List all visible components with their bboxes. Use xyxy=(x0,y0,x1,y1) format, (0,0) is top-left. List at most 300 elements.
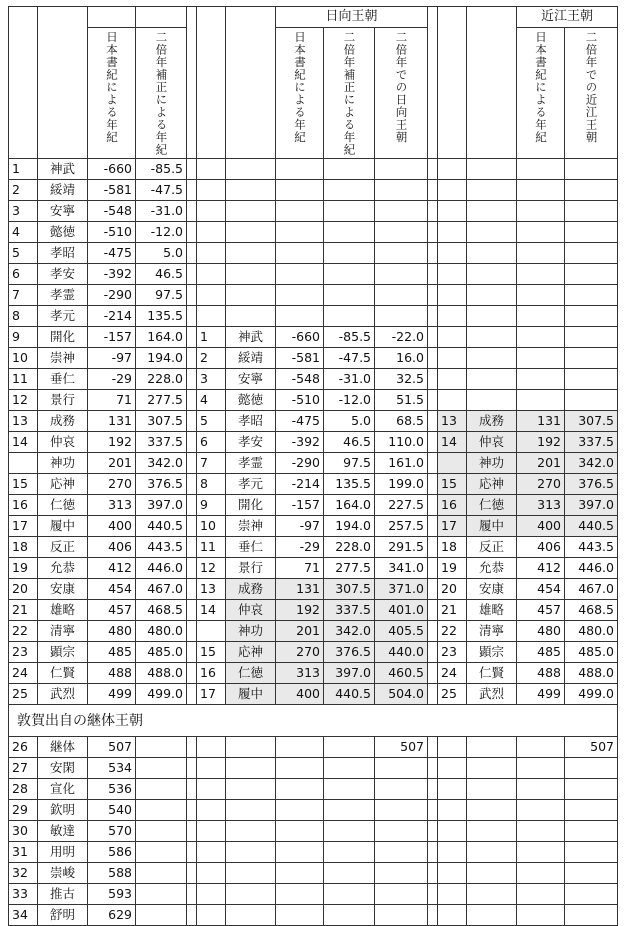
hyuga-nibai-year: 97.5 xyxy=(324,453,375,474)
omi-reign-index xyxy=(438,348,467,369)
omi-emperor-name: 雄略 xyxy=(467,600,517,621)
nibai-year: 307.5 xyxy=(136,411,187,432)
omi-col-nibai-omi-header: 二倍年での近江王朝 xyxy=(584,31,599,144)
omi-emperor-name: 成務 xyxy=(467,411,517,432)
hyuga-nibai-year: -31.0 xyxy=(324,369,375,390)
emperor-name: 仁徳 xyxy=(38,495,88,516)
reign-index: 11 xyxy=(9,369,38,390)
spacer xyxy=(187,285,197,306)
omi-reign-index xyxy=(438,306,467,327)
hyuga-reign-index: 7 xyxy=(197,453,226,474)
spacer xyxy=(428,201,438,222)
nibai-year: 135.5 xyxy=(136,306,187,327)
hyuga-nibai-dynasty-year xyxy=(375,306,428,327)
hyuga-nibai-dynasty-year xyxy=(375,201,428,222)
omi-nihonshoki-year xyxy=(517,306,565,327)
hyuga-nihonshoki-year: -548 xyxy=(276,369,324,390)
omi-nibai-dynasty-year: 485.0 xyxy=(565,642,618,663)
emperor-name: 顕宗 xyxy=(38,642,88,663)
reign-index: 10 xyxy=(9,348,38,369)
reign-index: 7 xyxy=(9,285,38,306)
nibai-year: 467.0 xyxy=(136,579,187,600)
hyuga-reign-index: 11 xyxy=(197,537,226,558)
spacer xyxy=(187,663,197,684)
table-row xyxy=(9,222,618,243)
spacer xyxy=(428,758,438,779)
omi-cell xyxy=(467,821,517,842)
spacer xyxy=(428,684,438,705)
table-row xyxy=(9,411,618,432)
table-row xyxy=(9,369,618,390)
hyuga-cell xyxy=(276,905,324,926)
table-row xyxy=(9,348,618,369)
nibai-year: -47.5 xyxy=(136,180,187,201)
hyuga-nibai-year xyxy=(324,222,375,243)
keitai-row xyxy=(9,779,618,800)
nibai-year: 277.5 xyxy=(136,390,187,411)
omi-group-header: 近江王朝 xyxy=(517,7,618,28)
omi-reign-index xyxy=(438,201,467,222)
hyuga-cell xyxy=(276,737,324,758)
hyuga-reign-index: 4 xyxy=(197,390,226,411)
hyuga-reign-index: 15 xyxy=(197,642,226,663)
spacer xyxy=(428,453,438,474)
hyuga-reign-index xyxy=(197,621,226,642)
nihonshoki-year: -581 xyxy=(88,180,136,201)
table-row xyxy=(9,243,618,264)
omi-reign-index xyxy=(438,369,467,390)
spacer xyxy=(428,369,438,390)
spacer xyxy=(187,884,197,905)
hyuga-cell xyxy=(276,842,324,863)
hyuga-cell xyxy=(226,905,276,926)
hyuga-emperor-name: 懿徳 xyxy=(226,390,276,411)
spacer xyxy=(187,453,197,474)
hyuga-cell xyxy=(197,884,226,905)
spacer xyxy=(428,558,438,579)
spacer xyxy=(428,285,438,306)
emperor-name: 雄略 xyxy=(38,600,88,621)
hyuga-cell xyxy=(226,884,276,905)
hyuga-cell xyxy=(226,800,276,821)
hyuga-nibai-dynasty-year: 199.0 xyxy=(375,474,428,495)
spacer xyxy=(428,737,438,758)
reign-index: 9 xyxy=(9,327,38,348)
reign-index: 21 xyxy=(9,600,38,621)
omi-nihonshoki-year xyxy=(517,201,565,222)
nibai-year: 488.0 xyxy=(136,663,187,684)
hyuga-nibai-dynasty-year: -22.0 xyxy=(375,327,428,348)
omi-reign-index: 19 xyxy=(438,558,467,579)
nibai-year: 342.0 xyxy=(136,453,187,474)
nibai-year xyxy=(136,884,187,905)
keitai-row xyxy=(9,758,618,779)
omi-nihonshoki-year: 412 xyxy=(517,558,565,579)
hyuga-emperor-name xyxy=(226,222,276,243)
omi-reign-index: 18 xyxy=(438,537,467,558)
spacer xyxy=(428,180,438,201)
nibai-year: 97.5 xyxy=(136,285,187,306)
table-row xyxy=(9,453,618,474)
section-title: 敦賀出自の継体王朝 xyxy=(9,705,618,737)
nihonshoki-year: -29 xyxy=(88,369,136,390)
emperor-name: 敏達 xyxy=(38,821,88,842)
omi-nibai-dynasty-year xyxy=(565,159,618,180)
omi-nibai-dynasty-year xyxy=(565,758,618,779)
omi-nibai-dynasty-year xyxy=(565,800,618,821)
nibai-year xyxy=(136,905,187,926)
spacer xyxy=(187,684,197,705)
spacer xyxy=(187,516,197,537)
hyuga-nibai-dynasty-year: 371.0 xyxy=(375,579,428,600)
hyuga-nihonshoki-year xyxy=(276,222,324,243)
omi-emperor-name xyxy=(467,390,517,411)
hyuga-nihonshoki-year: -157 xyxy=(276,495,324,516)
hyuga-nibai-dynasty-year xyxy=(375,884,428,905)
hyuga-emperor-name: 孝安 xyxy=(226,432,276,453)
hyuga-cell xyxy=(226,842,276,863)
omi-reign-index xyxy=(438,222,467,243)
omi-nihonshoki-year xyxy=(517,348,565,369)
omi-nihonshoki-year xyxy=(517,369,565,390)
omi-reign-index xyxy=(438,243,467,264)
emperor-name: 懿徳 xyxy=(38,222,88,243)
hyuga-emperor-name: 景行 xyxy=(226,558,276,579)
table-row xyxy=(9,621,618,642)
nihonshoki-year: -290 xyxy=(88,285,136,306)
emperor-name: 推古 xyxy=(38,884,88,905)
nihonshoki-year: 629 xyxy=(88,905,136,926)
omi-reign-index xyxy=(438,453,467,474)
omi-emperor-name xyxy=(467,306,517,327)
emperor-name: 反正 xyxy=(38,537,88,558)
hyuga-nibai-dynasty-year: 504.0 xyxy=(375,684,428,705)
reign-index: 28 xyxy=(9,779,38,800)
table-row xyxy=(9,495,618,516)
spacer xyxy=(187,264,197,285)
omi-reign-index: 16 xyxy=(438,495,467,516)
hyuga-cell xyxy=(197,821,226,842)
spacer xyxy=(428,863,438,884)
omi-cell xyxy=(467,863,517,884)
omi-nibai-dynasty-year: 342.0 xyxy=(565,453,618,474)
emperor-name: 欽明 xyxy=(38,800,88,821)
emperor-name: 成務 xyxy=(38,411,88,432)
emperor-name: 允恭 xyxy=(38,558,88,579)
reign-index: 16 xyxy=(9,495,38,516)
reign-index: 4 xyxy=(9,222,38,243)
nibai-year: 5.0 xyxy=(136,243,187,264)
omi-cell xyxy=(467,905,517,926)
omi-nihonshoki-year: 488 xyxy=(517,663,565,684)
omi-emperor-name: 武烈 xyxy=(467,684,517,705)
hyuga-emperor-name xyxy=(226,159,276,180)
hyuga-emperor-name: 履中 xyxy=(226,684,276,705)
table-row xyxy=(9,579,618,600)
hyuga-nibai-year: 277.5 xyxy=(324,558,375,579)
hyuga-nibai-dynasty-year: 440.0 xyxy=(375,642,428,663)
omi-emperor-name: 仲哀 xyxy=(467,432,517,453)
omi-nibai-dynasty-year: 440.5 xyxy=(565,516,618,537)
hyuga-emperor-name: 神功 xyxy=(226,621,276,642)
emperor-name: 武烈 xyxy=(38,684,88,705)
omi-nibai-dynasty-year: 307.5 xyxy=(565,411,618,432)
keitai-row xyxy=(9,842,618,863)
nihonshoki-year: 485 xyxy=(88,642,136,663)
spacer xyxy=(428,600,438,621)
spacer xyxy=(187,758,197,779)
hyuga-nibai-year: -85.5 xyxy=(324,327,375,348)
reign-index: 22 xyxy=(9,621,38,642)
hyuga-cell xyxy=(324,737,375,758)
omi-cell xyxy=(438,737,467,758)
nihonshoki-year: 192 xyxy=(88,432,136,453)
hyuga-nibai-dynasty-year xyxy=(375,863,428,884)
hyuga-nibai-dynasty-year xyxy=(375,779,428,800)
nibai-year xyxy=(136,842,187,863)
omi-nibai-dynasty-year xyxy=(565,222,618,243)
omi-nibai-dynasty-year xyxy=(565,243,618,264)
nibai-year: 337.5 xyxy=(136,432,187,453)
nibai-year: -85.5 xyxy=(136,159,187,180)
section-row xyxy=(9,705,618,737)
hyuga-reign-index xyxy=(197,222,226,243)
spacer xyxy=(187,474,197,495)
hyuga-nihonshoki-year: -214 xyxy=(276,474,324,495)
hyuga-emperor-name: 綏靖 xyxy=(226,348,276,369)
hyuga-nibai-dynasty-year: 161.0 xyxy=(375,453,428,474)
reign-index: 14 xyxy=(9,432,38,453)
spacer xyxy=(428,621,438,642)
hyuga-cell xyxy=(324,905,375,926)
col-nibai-header: 二倍年補正による年紀 xyxy=(154,31,169,156)
hyuga-nibai-year: 5.0 xyxy=(324,411,375,432)
nihonshoki-year: 536 xyxy=(88,779,136,800)
table-row xyxy=(9,600,618,621)
hyuga-nibai-dynasty-year xyxy=(375,180,428,201)
omi-cell xyxy=(467,884,517,905)
hyuga-nibai-dynasty-year: 227.5 xyxy=(375,495,428,516)
table-row xyxy=(9,663,618,684)
hyuga-nihonshoki-year: -660 xyxy=(276,327,324,348)
hyuga-reign-index xyxy=(197,243,226,264)
nibai-year xyxy=(136,863,187,884)
hyuga-nihonshoki-year: 131 xyxy=(276,579,324,600)
emperor-name: 応神 xyxy=(38,474,88,495)
hyuga-reign-index: 8 xyxy=(197,474,226,495)
table-row xyxy=(9,285,618,306)
table-row xyxy=(9,201,618,222)
omi-reign-index xyxy=(438,159,467,180)
hyuga-nihonshoki-year: 313 xyxy=(276,663,324,684)
hyuga-cell xyxy=(324,863,375,884)
hyuga-nibai-year: -12.0 xyxy=(324,390,375,411)
emperor-name: 崇峻 xyxy=(38,863,88,884)
omi-emperor-name: 顕宗 xyxy=(467,642,517,663)
table-row xyxy=(9,390,618,411)
table-row xyxy=(9,306,618,327)
nibai-year xyxy=(136,779,187,800)
spacer xyxy=(428,390,438,411)
spacer xyxy=(187,600,197,621)
omi-nibai-dynasty-year xyxy=(565,821,618,842)
spacer xyxy=(428,306,438,327)
keitai-row xyxy=(9,863,618,884)
spacer xyxy=(187,201,197,222)
omi-nibai-dynasty-year xyxy=(565,348,618,369)
reign-index xyxy=(9,453,38,474)
reign-index: 27 xyxy=(9,758,38,779)
spacer xyxy=(187,842,197,863)
emperor-name: 孝霊 xyxy=(38,285,88,306)
hyuga-reign-index: 2 xyxy=(197,348,226,369)
spacer xyxy=(428,884,438,905)
table-row xyxy=(9,180,618,201)
hyuga-nibai-dynasty-year xyxy=(375,159,428,180)
hyuga-nibai-dynasty-year xyxy=(375,285,428,306)
table-row xyxy=(9,558,618,579)
nibai-year: 194.0 xyxy=(136,348,187,369)
hyuga-cell xyxy=(197,842,226,863)
nihonshoki-year: -97 xyxy=(88,348,136,369)
spacer xyxy=(428,432,438,453)
hyuga-nihonshoki-year: -290 xyxy=(276,453,324,474)
hyuga-reign-index: 13 xyxy=(197,579,226,600)
omi-nihonshoki-year: 131 xyxy=(517,411,565,432)
hyuga-nihonshoki-year: -97 xyxy=(276,516,324,537)
hyuga-nibai-dynasty-year xyxy=(375,264,428,285)
omi-emperor-name xyxy=(467,369,517,390)
omi-reign-index xyxy=(438,180,467,201)
nibai-year: -12.0 xyxy=(136,222,187,243)
emperor-name: 安閑 xyxy=(38,758,88,779)
spacer xyxy=(428,474,438,495)
omi-nihonshoki-year: 406 xyxy=(517,537,565,558)
omi-nibai-dynasty-year xyxy=(565,201,618,222)
hyuga-nibai-dynasty-year xyxy=(375,800,428,821)
omi-nibai-dynasty-year: 488.0 xyxy=(565,663,618,684)
spacer xyxy=(187,537,197,558)
omi-cell xyxy=(517,905,565,926)
hyuga-cell xyxy=(226,821,276,842)
hyuga-nibai-dynasty-year xyxy=(375,758,428,779)
reign-index: 25 xyxy=(9,684,38,705)
spacer xyxy=(428,905,438,926)
hyuga-cell xyxy=(276,821,324,842)
omi-nibai-dynasty-year xyxy=(565,842,618,863)
hyuga-reign-index xyxy=(197,306,226,327)
spacer xyxy=(428,579,438,600)
emperor-name: 崇神 xyxy=(38,348,88,369)
hyuga-cell xyxy=(276,779,324,800)
spacer xyxy=(428,411,438,432)
spacer xyxy=(187,369,197,390)
omi-reign-index: 20 xyxy=(438,579,467,600)
hyuga-nibai-dynasty-year: 51.5 xyxy=(375,390,428,411)
hyuga-reign-index: 3 xyxy=(197,369,226,390)
reign-index: 20 xyxy=(9,579,38,600)
group-header-row xyxy=(9,7,618,28)
omi-emperor-name xyxy=(467,201,517,222)
nihonshoki-year: -660 xyxy=(88,159,136,180)
omi-nihonshoki-year xyxy=(517,159,565,180)
omi-nibai-dynasty-year: 507 xyxy=(565,737,618,758)
hyuga-emperor-name: 仁徳 xyxy=(226,663,276,684)
hyuga-emperor-name: 仲哀 xyxy=(226,600,276,621)
hyuga-nibai-dynasty-year: 460.5 xyxy=(375,663,428,684)
omi-cell xyxy=(517,884,565,905)
nihonshoki-year: 540 xyxy=(88,800,136,821)
hyuga-reign-index xyxy=(197,180,226,201)
nihonshoki-year: 593 xyxy=(88,884,136,905)
table-row xyxy=(9,327,618,348)
omi-nibai-dynasty-year: 337.5 xyxy=(565,432,618,453)
spacer xyxy=(187,159,197,180)
omi-cell xyxy=(467,737,517,758)
chronology-table xyxy=(8,6,618,926)
hyuga-nihonshoki-year xyxy=(276,285,324,306)
omi-emperor-name xyxy=(467,222,517,243)
hyuga-reign-index xyxy=(197,264,226,285)
hyuga-nihonshoki-year xyxy=(276,201,324,222)
hyuga-nibai-dynasty-year: 110.0 xyxy=(375,432,428,453)
omi-reign-index xyxy=(438,327,467,348)
hyuga-cell xyxy=(197,905,226,926)
omi-cell xyxy=(438,905,467,926)
omi-cell xyxy=(517,737,565,758)
hyuga-reign-index: 17 xyxy=(197,684,226,705)
omi-nihonshoki-year: 454 xyxy=(517,579,565,600)
hyuga-reign-index: 10 xyxy=(197,516,226,537)
nihonshoki-year: 412 xyxy=(88,558,136,579)
hyuga-nibai-dynasty-year xyxy=(375,905,428,926)
hyuga-nibai-year: 376.5 xyxy=(324,642,375,663)
nihonshoki-year: -214 xyxy=(88,306,136,327)
omi-nibai-dynasty-year: 468.5 xyxy=(565,600,618,621)
keitai-row xyxy=(9,737,618,758)
nihonshoki-year: -475 xyxy=(88,243,136,264)
nibai-year: 443.5 xyxy=(136,537,187,558)
hyuga-nihonshoki-year: 71 xyxy=(276,558,324,579)
hyuga-emperor-name: 開化 xyxy=(226,495,276,516)
hyuga-col-nibai-hyuga-header: 二倍年での日向王朝 xyxy=(394,31,409,144)
hyuga-col-nibai-header: 二倍年補正による年紀 xyxy=(342,31,357,156)
nihonshoki-year: 507 xyxy=(88,737,136,758)
hyuga-cell xyxy=(324,821,375,842)
reign-index: 26 xyxy=(9,737,38,758)
hyuga-nihonshoki-year xyxy=(276,306,324,327)
nibai-year xyxy=(136,821,187,842)
spacer xyxy=(187,495,197,516)
hyuga-emperor-name: 神武 xyxy=(226,327,276,348)
emperor-name: 安寧 xyxy=(38,201,88,222)
hyuga-emperor-name xyxy=(226,201,276,222)
omi-nihonshoki-year xyxy=(517,222,565,243)
omi-cell xyxy=(517,779,565,800)
spacer xyxy=(187,180,197,201)
emperor-name: 清寧 xyxy=(38,621,88,642)
keitai-row xyxy=(9,884,618,905)
omi-nihonshoki-year: 313 xyxy=(517,495,565,516)
omi-emperor-name: 清寧 xyxy=(467,621,517,642)
emperor-name: 孝昭 xyxy=(38,243,88,264)
omi-emperor-name: 仁徳 xyxy=(467,495,517,516)
spacer xyxy=(187,579,197,600)
hyuga-nibai-year xyxy=(324,243,375,264)
spacer xyxy=(428,159,438,180)
spacer xyxy=(187,243,197,264)
keitai-row xyxy=(9,905,618,926)
